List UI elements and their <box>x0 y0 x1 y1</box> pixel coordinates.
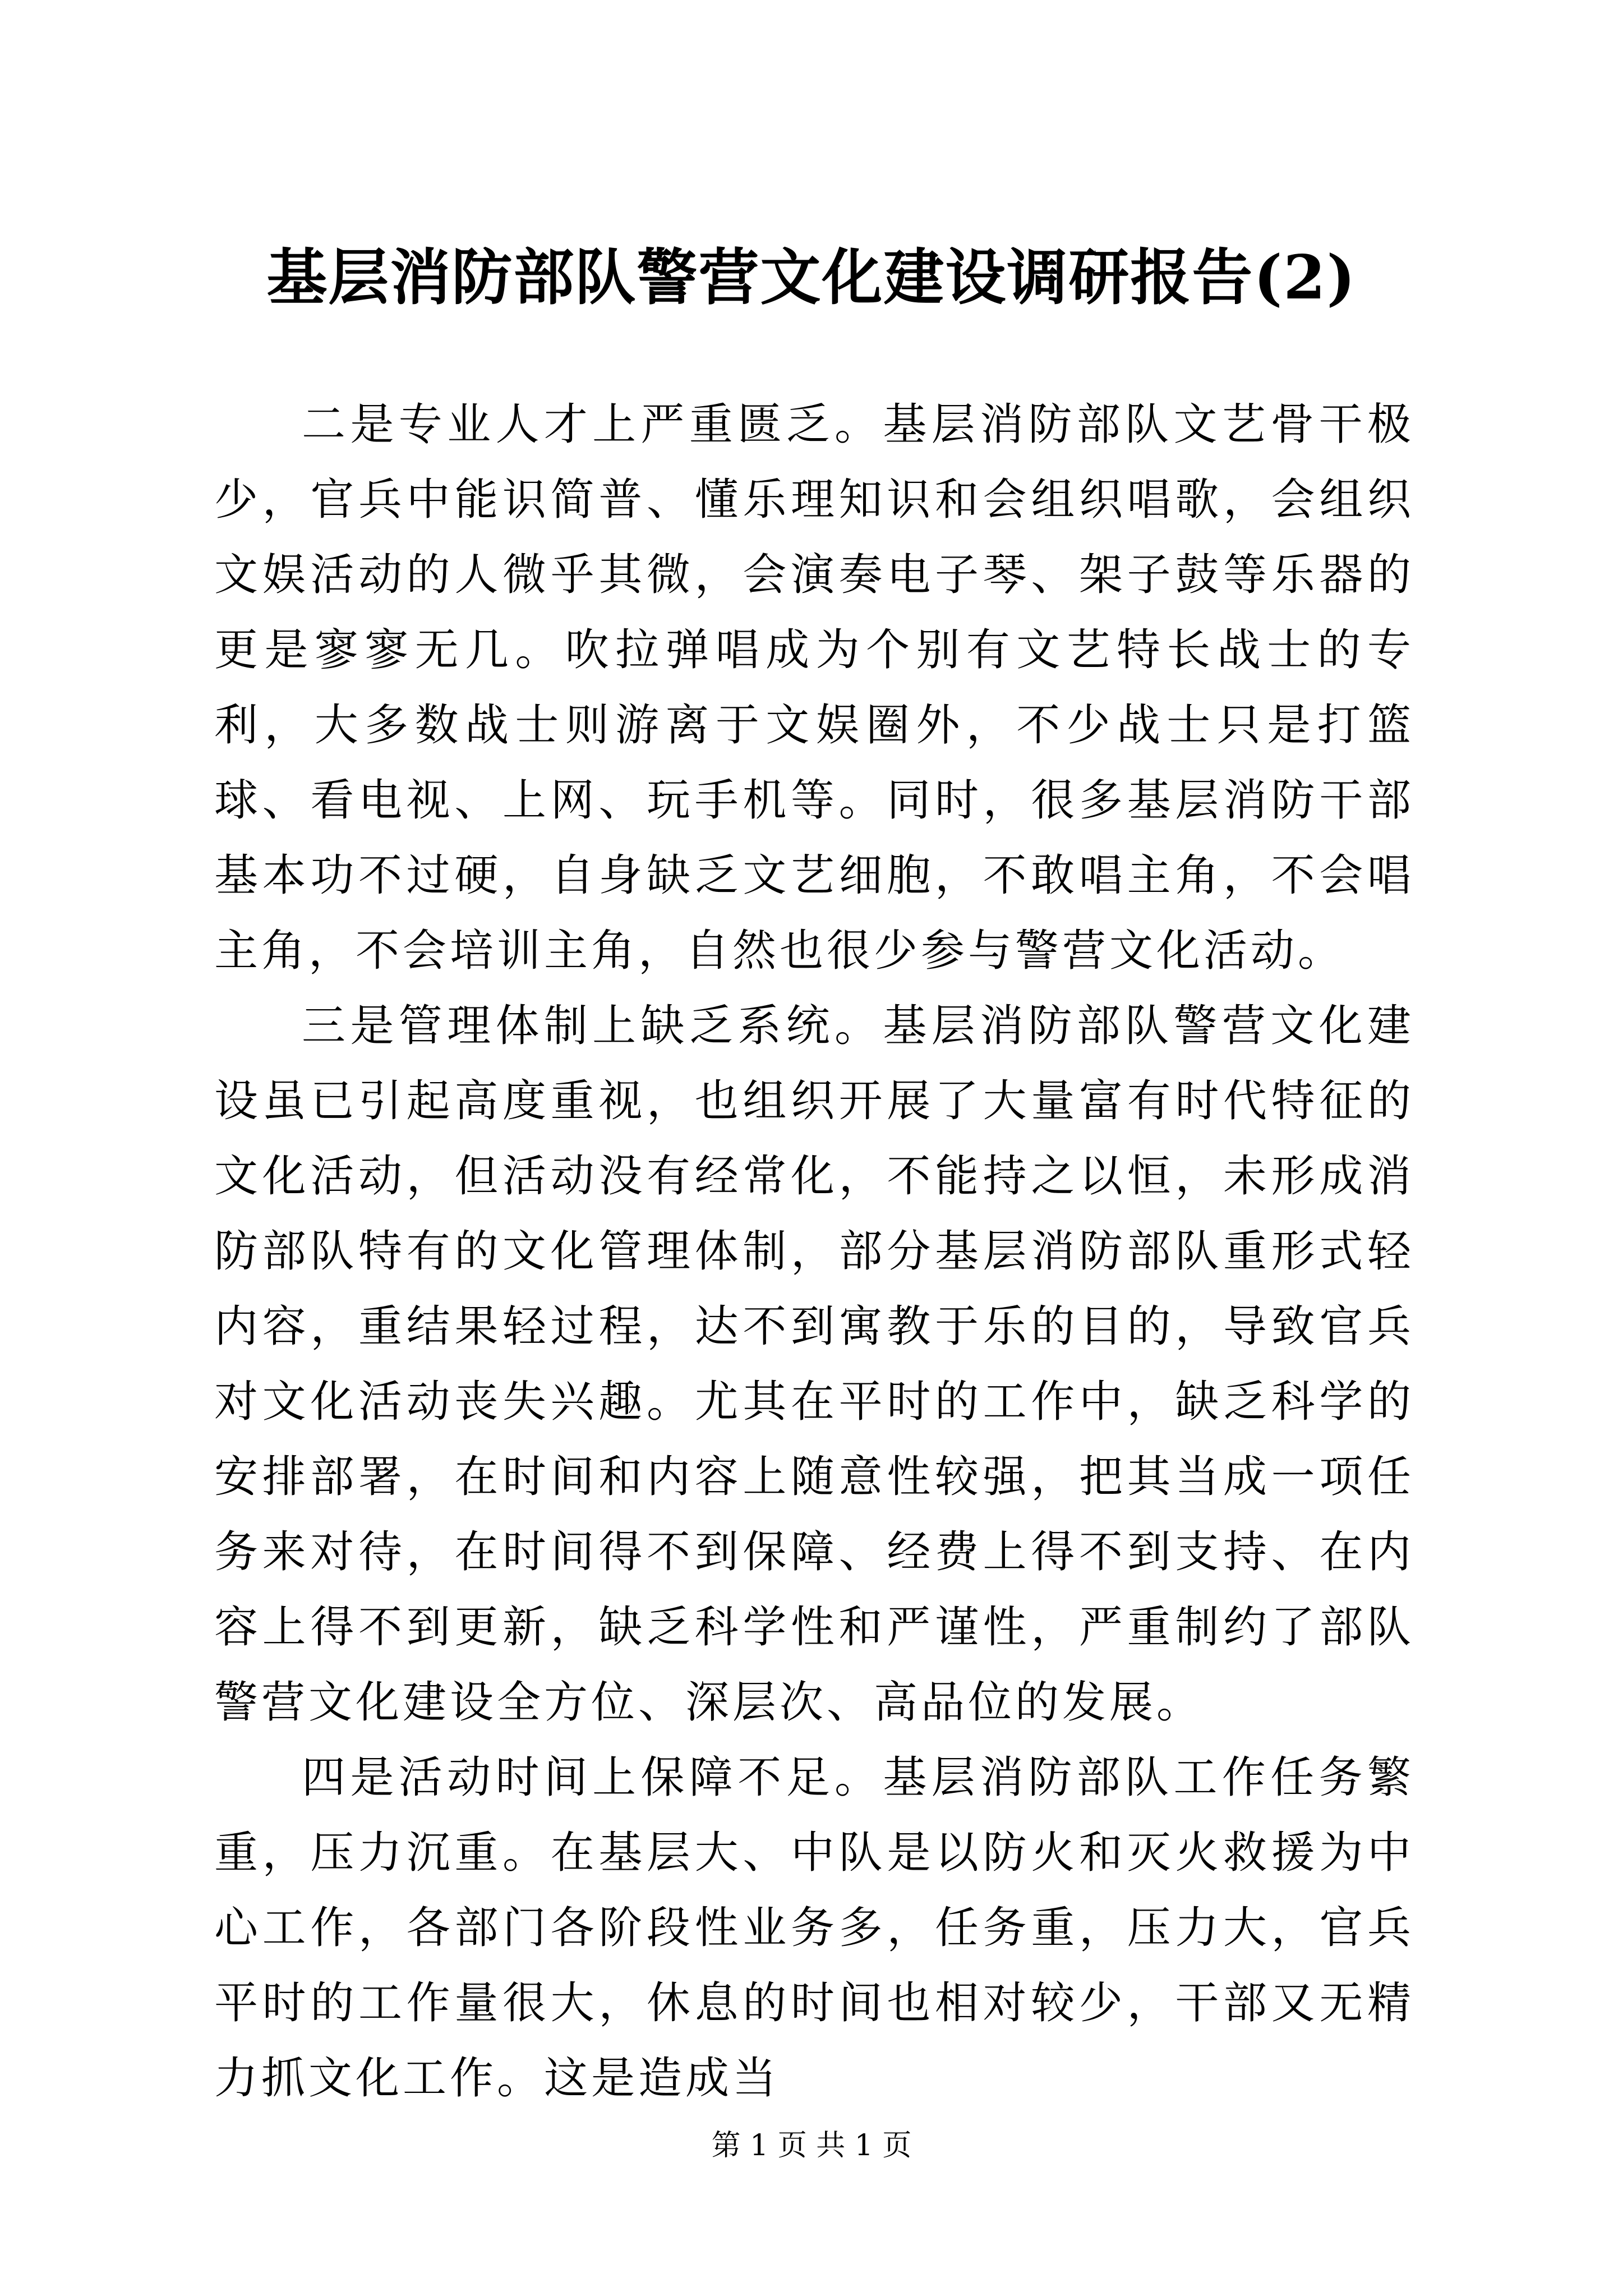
paragraph-1: 二是专业人才上严重匮乏。基层消防部队文艺骨干极少，官兵中能识简普、懂乐理知识和会组织唱歌，会组织文娱活动的人微乎其微，会演奏电子琴、架子鼓等乐器的更是寥寥无几。吹拉弹唱成为个别有文艺特长战士的专利，大多数战士则游离于文娱圈外，不少战士只是打篮球、看电视、上网、玩手机等。同时，很多基层消防干部基本功不过硬，自身缺乏文艺细胞，不敢唱主角，不会唱主角，不会培训主角，自然也很少参与警营文化活动。 <box>214 399 1414 976</box>
document-body <box>214 387 1414 2116</box>
page-footer: 第 1 页 共 1 页 <box>711 2129 912 2162</box>
paragraph-3: 四是活动时间上保障不足。基层消防部队工作任务繁重，压力沉重。在基层大、中队是以防火和灭火救援为中心工作，各部门各阶段性业务多，任务重，压力大，官兵平时的工作量很大，休息的时间也相对较少，干部又无精力抓文化工作。这是造成当 <box>214 1752 1414 2104</box>
paragraph-2: 三是管理体制上缺乏系统。基层消防部队警营文化建设虽已引起高度重视，也组织开展了大量富有时代特征的文化活动，但活动没有经常化，不能持之以恒，未形成消防部队特有的文化管理体制，部分基层消防部队重形式轻内容，重结果轻过程，达不到寓教于乐的目的，导致官兵对文化活动丧失兴趣。尤其在平时的工作中，缺乏科学的安排部署，在时间和内容上随意性较强，把其当成一项任务来对待，在时间得不到保障、经费上得不到支持、在内容上得不到更新，缺乏科学性和严谨性，严重制约了部队警营文化建设全方位、深层次、高品位的发展。 <box>214 1001 1414 1728</box>
page-title: 基层消防部队警营文化建设调研报告(2) <box>266 242 1357 313</box>
